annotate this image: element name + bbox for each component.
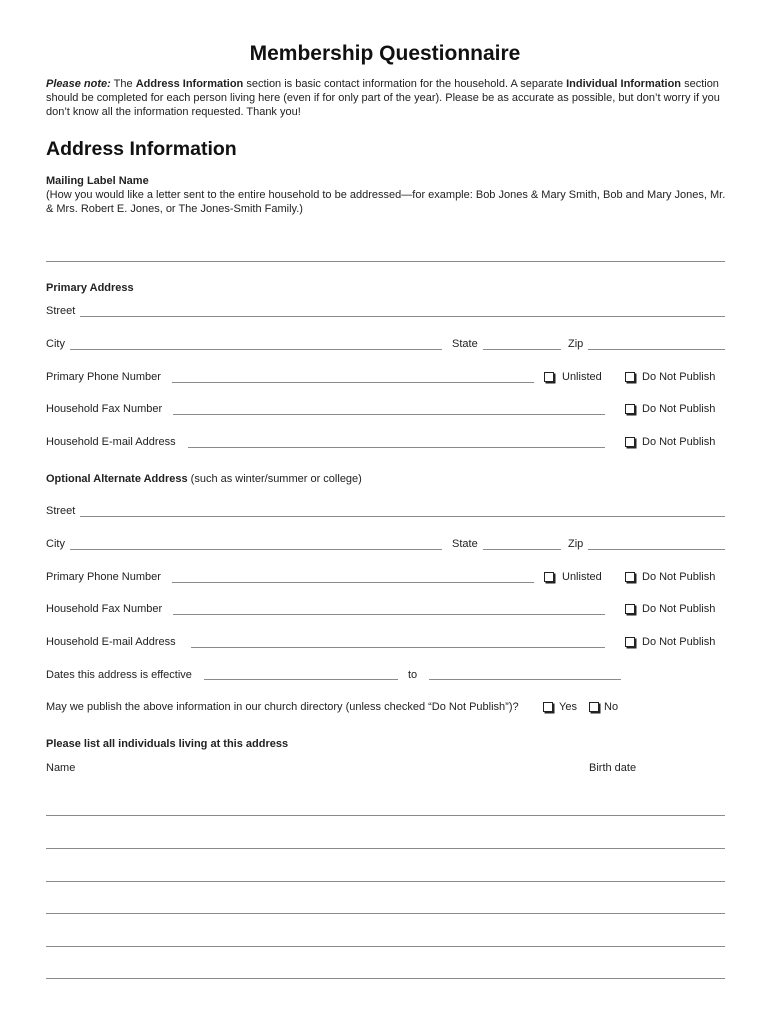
individual-row-line[interactable] bbox=[46, 881, 725, 882]
intro-note bbox=[46, 77, 726, 119]
alternate-fax-dnp-label: Do Not Publish bbox=[642, 603, 716, 615]
individual-row-line[interactable] bbox=[46, 815, 725, 816]
publish-no-label: No bbox=[604, 701, 619, 713]
alternate-state-field[interactable] bbox=[483, 549, 561, 550]
publish-yes-label: Yes bbox=[559, 701, 577, 713]
primary-fax-label: Household Fax Number bbox=[46, 403, 163, 415]
note-lead: Please note: bbox=[46, 78, 111, 90]
dates-to-label: to bbox=[408, 669, 418, 681]
primary-street-label: Street bbox=[46, 305, 76, 317]
primary-email-label: Household E-mail Address bbox=[46, 436, 176, 448]
alternate-email-label: Household E-mail Address bbox=[46, 636, 176, 648]
note-bold-individual: Individual Information bbox=[566, 78, 682, 90]
note-text-2: section is basic contact information for the household. A separate bbox=[243, 78, 567, 90]
primary-address-heading: Primary Address bbox=[46, 282, 134, 294]
alternate-fax-label: Household Fax Number bbox=[46, 603, 163, 615]
dates-from-field[interactable] bbox=[204, 679, 398, 680]
individuals-heading: Please list all individuals living at this address bbox=[46, 738, 289, 750]
alternate-fax-dnp-checkbox[interactable] bbox=[625, 604, 635, 614]
alternate-unlisted-checkbox[interactable] bbox=[544, 572, 554, 582]
individual-row-line[interactable] bbox=[46, 848, 725, 849]
alternate-state-label: State bbox=[452, 538, 478, 550]
alternate-phone-dnp-label: Do Not Publish bbox=[642, 571, 716, 583]
individual-row-line[interactable] bbox=[46, 913, 725, 914]
primary-email-field[interactable] bbox=[188, 447, 605, 448]
individual-row-line[interactable] bbox=[46, 946, 725, 947]
mailing-label-heading: Mailing Label Name bbox=[46, 175, 149, 187]
primary-phone-label: Primary Phone Number bbox=[46, 371, 161, 383]
alternate-phone-label: Primary Phone Number bbox=[46, 571, 161, 583]
mailing-label-field[interactable] bbox=[46, 261, 725, 262]
section-heading-address: Address Information bbox=[46, 138, 237, 160]
name-column-label: Name bbox=[46, 762, 76, 774]
alternate-fax-field[interactable] bbox=[173, 614, 605, 615]
primary-unlisted-checkbox[interactable] bbox=[544, 372, 554, 382]
alternate-city-field[interactable] bbox=[70, 549, 442, 550]
dates-effective-label: Dates this address is effective bbox=[46, 669, 192, 681]
alternate-unlisted-label: Unlisted bbox=[562, 571, 602, 583]
page-title: Membership Questionnaire bbox=[249, 42, 521, 65]
publish-no-checkbox[interactable] bbox=[589, 702, 599, 712]
primary-phone-dnp-label: Do Not Publish bbox=[642, 371, 716, 383]
note-text-1: The bbox=[110, 78, 136, 90]
primary-city-label: City bbox=[46, 338, 65, 350]
publish-yes-checkbox[interactable] bbox=[543, 702, 553, 712]
dates-to-field[interactable] bbox=[429, 679, 621, 680]
alternate-email-dnp-checkbox[interactable] bbox=[625, 637, 635, 647]
alternate-email-field[interactable] bbox=[191, 647, 605, 648]
primary-zip-field[interactable] bbox=[588, 349, 725, 350]
mailing-label-hint: (How you would like a letter sent to the entire household to be addressed—for example: Bob Jones & Mary Smith, Bob and Mary Jones, Mr. & Mrs. Robert E. Jones, or The Jones-Smith Family.) bbox=[46, 189, 726, 215]
primary-fax-field[interactable] bbox=[173, 414, 605, 415]
alternate-city-label: City bbox=[46, 538, 65, 550]
primary-email-dnp-label: Do Not Publish bbox=[642, 436, 716, 448]
note-bold-address: Address Information bbox=[135, 78, 244, 90]
primary-city-field[interactable] bbox=[70, 349, 442, 350]
alternate-heading-text: Optional Alternate Address bbox=[46, 473, 188, 485]
primary-state-field[interactable] bbox=[483, 349, 561, 350]
alternate-heading-note: (such as winter/summer or college) bbox=[187, 473, 362, 485]
primary-fax-dnp-checkbox[interactable] bbox=[625, 404, 635, 414]
alternate-phone-dnp-checkbox[interactable] bbox=[625, 572, 635, 582]
alternate-phone-field[interactable] bbox=[172, 582, 534, 583]
primary-email-dnp-checkbox[interactable] bbox=[625, 437, 635, 447]
primary-state-label: State bbox=[452, 338, 478, 350]
alternate-street-field[interactable] bbox=[80, 516, 725, 517]
primary-phone-dnp-checkbox[interactable] bbox=[625, 372, 635, 382]
primary-street-field[interactable] bbox=[80, 316, 725, 317]
alternate-zip-label: Zip bbox=[568, 538, 584, 550]
alternate-address-heading bbox=[46, 473, 362, 485]
publish-question: May we publish the above information in our church directory (unless checked “Do Not Publish”)? bbox=[46, 701, 519, 713]
alternate-street-label: Street bbox=[46, 505, 76, 517]
primary-zip-label: Zip bbox=[568, 338, 584, 350]
birth-date-column-label: Birth date bbox=[589, 762, 637, 774]
individual-row-line[interactable] bbox=[46, 978, 725, 979]
primary-fax-dnp-label: Do Not Publish bbox=[642, 403, 716, 415]
primary-unlisted-label: Unlisted bbox=[562, 371, 602, 383]
primary-phone-field[interactable] bbox=[172, 382, 534, 383]
note-text-3: section should be completed for each person living here (even if for only part of the year). Please be as accurate as possible, but don’t worry if you don’t know all the information requested. Thank you! bbox=[46, 78, 720, 118]
alternate-zip-field[interactable] bbox=[588, 549, 725, 550]
alternate-email-dnp-label: Do Not Publish bbox=[642, 636, 716, 648]
